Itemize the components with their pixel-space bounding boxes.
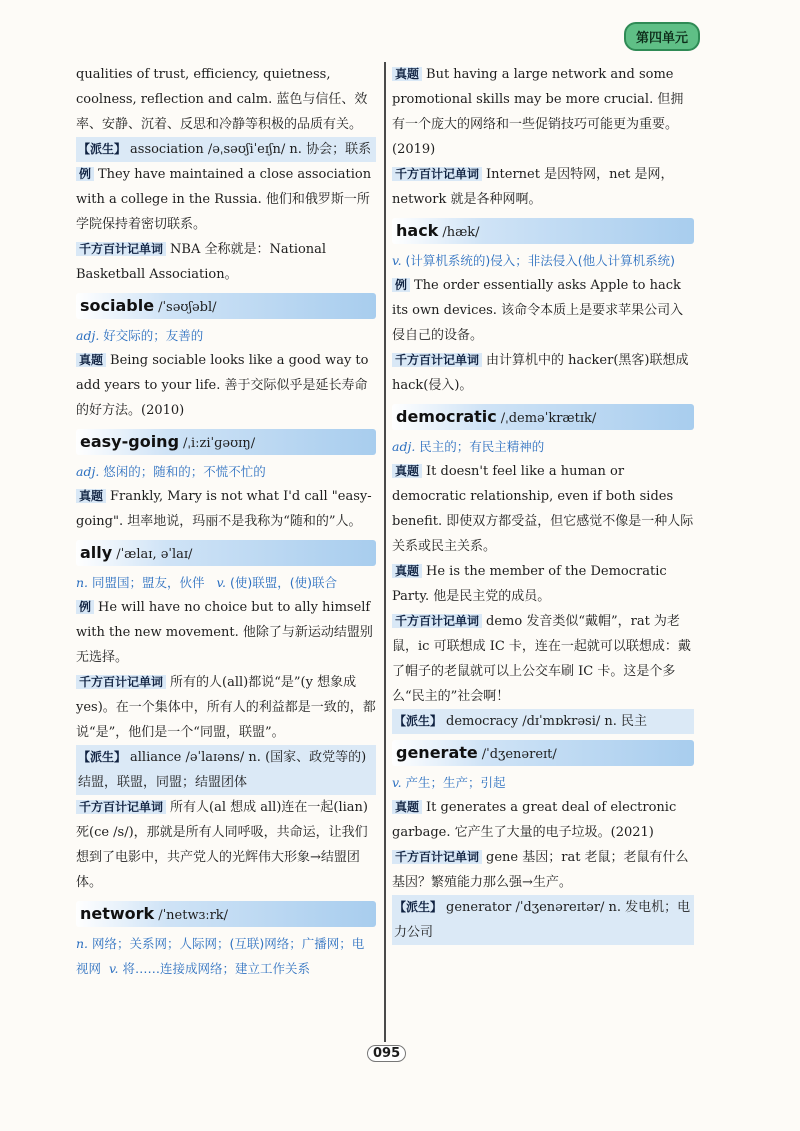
headword-generate: generate /ˈdʒenəreɪt/ (392, 740, 694, 766)
definition-easy-going: adj. 悠闲的；随和的；不慌不忙的 (76, 464, 266, 479)
column-divider (384, 62, 386, 1042)
real-exam-democratic-2: 真题 He is the member of the Democratic Party. 他是民主党的成员。 (392, 564, 667, 604)
headword-hack: hack /hæk/ (392, 218, 694, 244)
right-column (392, 62, 694, 945)
memo-generate: 千方百计记单词 gene 基因；rat 老鼠；老鼠有什么基因？繁殖能力那么强→生产。 (392, 850, 689, 890)
real-exam-sociable: 真题 Being sociable looks like a good way to add years to your life. 善于交际似乎是延长寿命的好方法。(2010) (76, 353, 369, 418)
memo-alliance: 千方百计记单词 所有人(al 想成 all)连在一起(lian)死(ce /s/)，那就是所有人同呼吸，共命运，让我们想到了电影中，共产党人的光辉伟大形象→结盟团体。 (76, 800, 368, 890)
real-exam-generate: 真题 It generates a great deal of electronic garbage. 它产生了大量的电子垃圾。(2021) (392, 800, 677, 840)
derivative-alliance: 【派生】 alliance /əˈlaɪəns/ n. (国家、政党等的)结盟，联盟，同盟；结盟团体 (76, 745, 376, 795)
definition-network: n. 网络；关系网；人际网；(互联)网络；广播网；电视网 v. 将……连接成网络；建立工作关系 (76, 936, 365, 976)
continued-paragraph: qualities of trust, efficiency, quietness, coolness, reflection and calm. 蓝色与信任、效率、安静、沉着、反思和冷静等积极的品质有关。 (76, 67, 368, 132)
definition-democratic: adj. 民主的；有民主精神的 (392, 439, 545, 454)
unit-badge: 第四单元 (624, 22, 700, 51)
headword-ally: ally /ˈælaɪ, əˈlaɪ/ (76, 540, 376, 566)
definition-hack: v. (计算机系统的)侵入；非法侵入(他人计算机系统) (392, 253, 676, 268)
headword-sociable: sociable /ˈsəʊʃəbl/ (76, 293, 376, 319)
real-exam-democratic-1: 真题 It doesn't feel like a human or democratic relationship, even if both sides benefit. 即使双方都受益，但它感觉不像是一种人际关系或民主关系。 (392, 464, 694, 554)
example-ally: 例 He will have no choice but to ally himself with the new movement. 他除了与新运动结盟别无选择。 (76, 600, 373, 665)
derivative-generator: 【派生】 generator /ˈdʒenəreɪtər/ n. 发电机；电力公司 (392, 895, 694, 945)
headword-easy-going: easy-going /ˌiːziˈɡəʊɪŋ/ (76, 429, 376, 455)
example-hack: 例 The order essentially asks Apple to hack its own devices. 该命令本质上是要求苹果公司入侵自己的设备。 (392, 278, 684, 343)
real-exam-easy-going: 真题 Frankly, Mary is not what I'd call "easy-going". 坦率地说，玛丽不是我称为“随和的”人。 (76, 489, 372, 529)
definition-generate: v. 产生；生产；引起 (392, 775, 506, 790)
memo-association: 千方百计记单词 NBA 全称就是：National Basketball Association。 (76, 242, 327, 282)
memo-democratic: 千方百计记单词 demo 发音类似“戴帽”，rat 为老鼠，ic 可联想成 IC 卡，连在一起就可以联想成：戴了帽子的老鼠就可以上公交车刷 IC 卡。这是个多么“民主的”社会啊！ (392, 614, 691, 704)
definition-sociable: adj. 好交际的；友善的 (76, 328, 204, 343)
page-number: 095 (367, 1045, 406, 1062)
real-exam-network: 真题 But having a large network and some promotional skills may be more crucial. 但拥有一个庞大的网络和一些促销技巧可能更为重要。(2019) (392, 67, 684, 157)
memo-network: 千方百计记单词 Internet 是因特网，net 是网，network 就是各种网啊。 (392, 167, 674, 207)
definition-ally: n. 同盟国；盟友，伙伴 v. (使)联盟，(使)联合 (76, 575, 338, 590)
memo-ally: 千方百计记单词 所有的人(all)都说“是”(y 想象成 yes)。在一个集体中，所有人的利益都是一致的，都说“是”，他们是一个“同盟，联盟”。 (76, 675, 376, 740)
headword-democratic: democratic /ˌdeməˈkrætɪk/ (392, 404, 694, 430)
memo-hack: 千方百计记单词 由计算机中的 hacker(黑客)联想成 hack(侵入)。 (392, 353, 689, 393)
left-column (76, 62, 376, 981)
example-association: 例 They have maintained a close association with a college in the Russia. 他们和俄罗斯一所学院保持着密切联系。 (76, 167, 372, 232)
derivative-democracy: 【派生】 democracy /dɪˈmɒkrəsi/ n. 民主 (392, 709, 694, 734)
derivative-association: 【派生】 association /əˌsəʊʃiˈeɪʃn/ n. 协会；联系 (76, 137, 376, 162)
headword-network: network /ˈnetwɜːrk/ (76, 901, 376, 927)
